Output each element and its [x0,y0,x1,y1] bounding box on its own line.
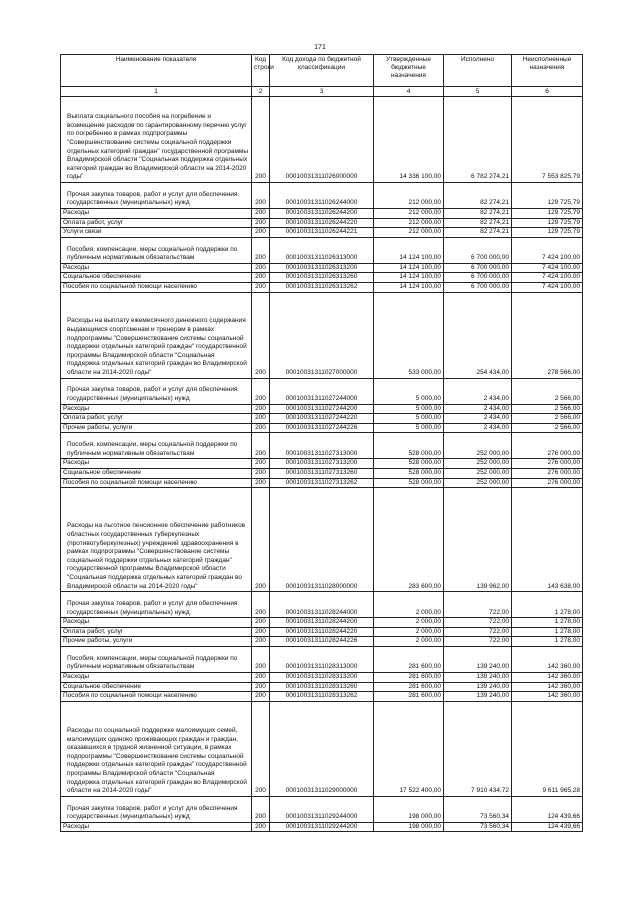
row-name: Расходы [61,404,252,414]
row-code: 200 [252,672,270,682]
table-row [61,637,583,647]
row-remaining-amount: 142 360,00 [512,692,583,702]
row-code: 200 [252,796,270,822]
row-code: 200 [252,627,270,637]
row-name: Социальное обеспечение [61,273,252,283]
table-row [61,414,583,424]
row-code: 200 [252,682,270,692]
row-code: 200 [252,701,270,796]
row-code: 200 [252,263,270,273]
row-executed-amount: 82 274,21 [444,183,512,209]
row-approved-amount: 5 000,00 [374,414,444,424]
row-name: Расходы [61,822,252,832]
row-code: 200 [252,414,270,424]
row-kbk-code: 00010031311026244221 [270,228,374,238]
row-approved-amount: 281 600,00 [374,672,444,682]
row-executed-amount: 2 434,00 [444,423,512,433]
row-name: Выплата социального пособия на погребение и возмещение расходов по гарантированному перечню услуг по погребению в рамках подпрограммы "Совершенствование системы социальной поддержки отдельных категорий граждан" государственной программы Владимирской области "Социальная поддержка отдельных категорий граждан во Владимирской области на 2014-2020 годы" [61,97,252,183]
row-kbk-code: 00010031311029000000 [270,701,374,796]
row-executed-amount: 6 700 000,00 [444,263,512,273]
row-code: 200 [252,237,270,263]
row-approved-amount: 528 000,00 [374,459,444,469]
row-remaining-amount: 142 360,00 [512,682,583,692]
row-remaining-amount: 7 424 100,00 [512,237,583,263]
row-name: Оплата работ, услуг [61,218,252,228]
row-executed-amount: 722,00 [444,618,512,628]
row-code: 200 [252,618,270,628]
row-name: Пособия, компенсации, меры социальной поддержки по публичным нормативным обязательствам [61,646,252,672]
row-name: Расходы [61,618,252,628]
row-remaining-amount: 129 725,79 [512,183,583,209]
row-approved-amount: 533 000,00 [374,292,444,378]
row-executed-amount: 139 240,00 [444,682,512,692]
row-code: 200 [252,646,270,672]
table-row [61,273,583,283]
row-executed-amount: 6 700 000,00 [444,273,512,283]
row-code: 200 [252,273,270,283]
row-remaining-amount: 142 360,00 [512,672,583,682]
budget-execution-table [60,54,583,832]
row-remaining-amount: 1 278,00 [512,592,583,618]
row-code: 200 [252,292,270,378]
table-row [61,692,583,702]
row-approved-amount: 17 522 400,00 [374,701,444,796]
row-remaining-amount: 142 360,00 [512,646,583,672]
row-remaining-amount: 276 000,00 [512,459,583,469]
column-header: Наименование показателя [61,55,252,87]
row-executed-amount: 722,00 [444,637,512,647]
page-number: 171 [314,44,326,51]
table-row [61,228,583,238]
row-approved-amount: 14 336 100,00 [374,97,444,183]
row-code: 200 [252,282,270,292]
row-kbk-code: 00010031311027313000 [270,433,374,459]
row-remaining-amount: 278 566,00 [512,292,583,378]
row-approved-amount: 212 000,00 [374,228,444,238]
row-executed-amount: 722,00 [444,592,512,618]
row-executed-amount: 252 000,00 [444,468,512,478]
table-row [61,209,583,219]
table-row [61,237,583,263]
row-remaining-amount: 124 439,66 [512,822,583,832]
column-index: 2 [252,87,270,97]
table-row [61,433,583,459]
row-approved-amount: 14 124 100,00 [374,263,444,273]
row-name: Прочие работы, услуги [61,423,252,433]
row-name: Пособия по социальной помощи населению [61,478,252,488]
row-remaining-amount: 7 424 100,00 [512,263,583,273]
table-row [61,592,583,618]
row-kbk-code: 00010031311028313200 [270,672,374,682]
row-code: 200 [252,478,270,488]
row-executed-amount: 7 910 434,72 [444,701,512,796]
row-approved-amount: 212 000,00 [374,218,444,228]
table-row [61,796,583,822]
table-row [61,488,583,592]
row-kbk-code: 00010031311028313260 [270,682,374,692]
row-approved-amount: 198 000,00 [374,822,444,832]
row-kbk-code: 00010031311026244200 [270,209,374,219]
table-row [61,459,583,469]
row-name: Оплата работ, услуг [61,414,252,424]
row-executed-amount: 6 700 000,00 [444,282,512,292]
column-index: 6 [512,87,583,97]
table-row [61,183,583,209]
row-executed-amount: 139 240,00 [444,646,512,672]
row-approved-amount: 528 000,00 [374,478,444,488]
table-row [61,97,583,183]
row-approved-amount: 14 124 100,00 [374,282,444,292]
row-executed-amount: 73 560,34 [444,822,512,832]
row-name: Социальное обеспечение [61,468,252,478]
row-code: 200 [252,459,270,469]
row-kbk-code: 00010031311026313260 [270,273,374,283]
table-row [61,478,583,488]
column-header: Код дохода по бюджетной классификации [270,55,374,87]
row-kbk-code: 00010031311026313000 [270,237,374,263]
row-code: 200 [252,692,270,702]
row-kbk-code: 00010031311028244200 [270,618,374,628]
row-kbk-code: 00010031311026313200 [270,263,374,273]
row-approved-amount: 212 000,00 [374,209,444,219]
table-row [61,282,583,292]
row-executed-amount: 252 000,00 [444,459,512,469]
row-executed-amount: 254 434,00 [444,292,512,378]
row-name: Пособия, компенсации, меры социальной поддержки по публичным нормативным обязательствам [61,433,252,459]
row-kbk-code: 00010031311026000000 [270,97,374,183]
row-approved-amount: 212 000,00 [374,183,444,209]
row-executed-amount: 6 700 000,00 [444,237,512,263]
row-name: Расходы [61,459,252,469]
row-name: Прочая закупка товаров, работ и услуг для обеспечения государственных (муниципальных) нужд [61,183,252,209]
row-remaining-amount: 7 424 100,00 [512,282,583,292]
row-executed-amount: 252 000,00 [444,433,512,459]
row-name: Услуги связи [61,228,252,238]
row-name: Прочая закупка товаров, работ и услуг для обеспечения государственных (муниципальных) нужд [61,592,252,618]
row-kbk-code: 00010031311028244000 [270,592,374,618]
row-name: Расходы [61,209,252,219]
row-executed-amount: 2 434,00 [444,404,512,414]
table-row [61,423,583,433]
table-row [61,468,583,478]
row-code: 200 [252,468,270,478]
row-code: 200 [252,592,270,618]
row-name: Прочие работы, услуги [61,637,252,647]
row-executed-amount: 139 962,00 [444,488,512,592]
row-executed-amount: 139 240,00 [444,672,512,682]
row-executed-amount: 82 274,21 [444,228,512,238]
row-kbk-code: 00010031311028313000 [270,646,374,672]
table-row [61,672,583,682]
row-kbk-code: 00010031311027244200 [270,404,374,414]
table-row [61,627,583,637]
row-executed-amount: 73 560,34 [444,796,512,822]
row-remaining-amount: 1 278,00 [512,627,583,637]
row-approved-amount: 2 000,00 [374,618,444,628]
column-header: Неисполненные назначения [512,55,583,87]
row-name: Расходы [61,263,252,273]
row-kbk-code: 00010031311027244226 [270,423,374,433]
row-name: Пособия, компенсации, меры социальной поддержки по публичным нормативным обязательствам [61,237,252,263]
column-header: Утвержденные бюджетные назначения [374,55,444,87]
row-remaining-amount: 9 611 965,28 [512,701,583,796]
row-remaining-amount: 2 566,00 [512,423,583,433]
row-code: 200 [252,404,270,414]
row-approved-amount: 14 124 100,00 [374,237,444,263]
row-kbk-code: 00010031311026244000 [270,183,374,209]
table-row [61,404,583,414]
row-remaining-amount: 2 566,00 [512,414,583,424]
column-header: Исполнено [444,55,512,87]
row-remaining-amount: 129 725,79 [512,218,583,228]
row-code: 200 [252,637,270,647]
row-approved-amount: 5 000,00 [374,378,444,404]
column-index: 3 [270,87,374,97]
column-header: Код строки [252,55,270,87]
row-name: Расходы на выплату ежемесячного денежного содержания выдающимся спортсменам и тренерам в рамках подпрограммы "Совершенствование системы социальной поддержки отдельных категорий граждан" государственной программы Владимирской области "Социальная поддержка отдельных категорий граждан во Владимирской области на 2014-2020 годы" [61,292,252,378]
table-row [61,218,583,228]
row-remaining-amount: 276 000,00 [512,468,583,478]
row-code: 200 [252,183,270,209]
column-index: 1 [61,87,252,97]
row-remaining-amount: 129 725,79 [512,228,583,238]
row-name: Прочая закупка товаров, работ и услуг для обеспечения государственных (муниципальных) нужд [61,796,252,822]
row-kbk-code: 00010031311028244220 [270,627,374,637]
row-kbk-code: 00010031311027244220 [270,414,374,424]
row-approved-amount: 14 124 100,00 [374,273,444,283]
row-kbk-code: 00010031311029244000 [270,796,374,822]
row-kbk-code: 00010031311027313260 [270,468,374,478]
row-executed-amount: 2 434,00 [444,378,512,404]
row-approved-amount: 283 600,00 [374,488,444,592]
row-executed-amount: 6 782 274,21 [444,97,512,183]
row-approved-amount: 528 000,00 [374,468,444,478]
table-row [61,292,583,378]
row-approved-amount: 2 000,00 [374,592,444,618]
table-row [61,263,583,273]
row-executed-amount: 139 240,00 [444,692,512,702]
row-remaining-amount: 1 278,00 [512,618,583,628]
row-approved-amount: 281 600,00 [374,692,444,702]
row-approved-amount: 2 000,00 [374,627,444,637]
table-row [61,618,583,628]
row-name: Расходы на льготное пенсионное обеспечение работников областных государственных туберкулезных (противотуберкулезных) учреждений здравоохранения в рамках подпрограммы "Совершенствование системы социальной поддержки отдельных категорий граждан" государственной программы Владимирской области "Социальная поддержка отдельных категорий граждан во Владимирской области на 2014-2020 годы" [61,488,252,592]
row-remaining-amount: 276 000,00 [512,433,583,459]
row-code: 200 [252,423,270,433]
column-index: 4 [374,87,444,97]
row-code: 200 [252,433,270,459]
row-code: 200 [252,822,270,832]
row-executed-amount: 82 274,21 [444,218,512,228]
row-remaining-amount: 2 566,00 [512,378,583,404]
table-row [61,378,583,404]
table-row [61,701,583,796]
row-approved-amount: 5 000,00 [374,404,444,414]
row-approved-amount: 2 000,00 [374,637,444,647]
row-name: Оплата работ, услуг [61,627,252,637]
row-code: 200 [252,378,270,404]
row-kbk-code: 00010031311026313262 [270,282,374,292]
row-name: Расходы [61,672,252,682]
row-approved-amount: 281 600,00 [374,646,444,672]
row-remaining-amount: 7 424 100,00 [512,273,583,283]
row-executed-amount: 252 000,00 [444,478,512,488]
row-name: Прочая закупка товаров, работ и услуг для обеспечения государственных (муниципальных) нужд [61,378,252,404]
row-executed-amount: 722,00 [444,627,512,637]
row-kbk-code: 00010031311027313200 [270,459,374,469]
row-code: 200 [252,209,270,219]
row-code: 200 [252,228,270,238]
row-name: Расходы по социальной поддержке малоимущих семей, малоимущих одиноко проживающих граждан и граждан, оказавшихся в трудной жизненной ситуации, в рамках подпрограммы "Совершенствование системы социальной поддержки отдельных категорий граждан" государственной программы Владимирской области "Социальная поддержка отдельных категорий граждан во Владимирской области на 2014-2020 годы" [61,701,252,796]
row-remaining-amount: 124 439,66 [512,796,583,822]
row-code: 200 [252,488,270,592]
row-kbk-code: 00010031311027244000 [270,378,374,404]
table-row [61,682,583,692]
row-name: Пособия по социальной помощи населению [61,692,252,702]
table-body [61,97,583,832]
row-kbk-code: 00010031311028000000 [270,488,374,592]
table-row [61,822,583,832]
row-remaining-amount: 1 278,00 [512,637,583,647]
row-code: 200 [252,218,270,228]
row-kbk-code: 00010031311028313262 [270,692,374,702]
row-kbk-code: 00010031311026244220 [270,218,374,228]
row-kbk-code: 00010031311027313262 [270,478,374,488]
row-remaining-amount: 143 638,00 [512,488,583,592]
row-name: Пособия по социальной помощи населению [61,282,252,292]
row-kbk-code: 00010031311027000000 [270,292,374,378]
row-code: 200 [252,97,270,183]
row-kbk-code: 00010031311028244226 [270,637,374,647]
row-approved-amount: 528 000,00 [374,433,444,459]
row-approved-amount: 198 000,00 [374,796,444,822]
row-remaining-amount: 276 000,00 [512,478,583,488]
row-remaining-amount: 7 553 825,79 [512,97,583,183]
column-index: 5 [444,87,512,97]
row-name: Социальное обеспечение [61,682,252,692]
row-kbk-code: 00010031311029244200 [270,822,374,832]
row-executed-amount: 82 274,21 [444,209,512,219]
row-remaining-amount: 129 725,79 [512,209,583,219]
row-executed-amount: 2 434,00 [444,414,512,424]
column-header-row [61,55,583,87]
column-index-row [61,87,583,97]
table-row [61,646,583,672]
row-approved-amount: 5 000,00 [374,423,444,433]
row-approved-amount: 281 600,00 [374,682,444,692]
row-remaining-amount: 2 566,00 [512,404,583,414]
